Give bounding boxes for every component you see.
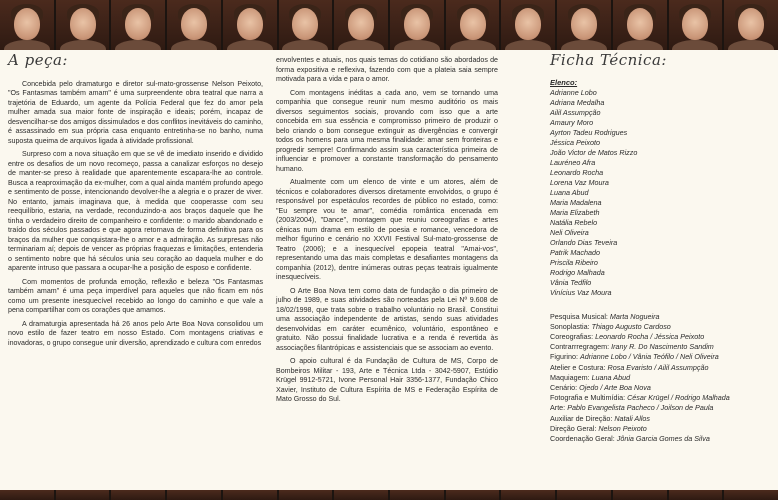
paragraph: Com montagens inéditas a cada ano, vem se tornando uma companhia que consegue reunir num mesmo auditório os mais diversos seguimentos sociais, provando com isso que a arte concebida em sua essência e compromisso primeiro de produzir o belo criando o bom consegue extinguir as divergências e convergir todos os homens para uma mesma finalidade: amar sem fronteiras e progredir sempre! Confirmando assim sua característica primeira de influenciar e promover a constante transformação do pensamento humano. (276, 88, 498, 173)
cast-portrait (334, 490, 388, 500)
credit-person: Pablo Evangelista Pacheco / Joilson de Paula (567, 403, 714, 413)
cast-member: Ayrton Tadeu Rodrigues (550, 127, 628, 137)
cast-portrait (167, 0, 221, 50)
credit-role: Cenário: (550, 382, 580, 392)
credit-role: Fotografia e Multimídia: (550, 393, 628, 403)
cast-portrait (279, 490, 333, 500)
cast-portrait (390, 0, 444, 50)
cast-portrait (724, 0, 778, 50)
about-play-column (8, 51, 263, 352)
credit-person: Thiago Augusto Cardoso (591, 321, 671, 331)
cast-title: Elenco: (550, 77, 578, 87)
cast-list (550, 88, 772, 298)
cast-member: Adriana Medalha (550, 97, 605, 107)
cast-member: Amaury Moro (550, 117, 594, 127)
paragraph: O Arte Boa Nova tem como data de fundação o dia primeiro de julho de 1989, e suas atividades são norteadas pela Lei Nº 9.608 de 18/02/1998, que trata sobre o trabalho voluntário no Brasil. Constitui uma associação independente de artistas, sendo suas atividades desenvolvidas em caráter ecumênico, voluntário, espontâneo e gratuito. Não possui finalidade lucrativa e a renda é revertida às associações filantrópicas e assistenciais que se associam ao evento. (276, 286, 498, 352)
cast-portrait (446, 0, 500, 50)
cast-member: Maria Madalena (550, 197, 602, 207)
cast-member: Jéssica Peixoto (550, 137, 600, 147)
credit-line (550, 342, 772, 352)
company-history-column (276, 56, 498, 409)
cast-portrait (0, 490, 54, 500)
cast-portrait (724, 490, 778, 500)
credit-person: Rosa Evaristo / Ailil Assumpção (607, 362, 709, 372)
cast-portrait (56, 490, 110, 500)
credit-line (550, 373, 772, 383)
credit-role: Coreografias: (550, 331, 596, 341)
cast-member: Natália Rebelo (550, 217, 598, 227)
credit-role: Sonoplastia: (550, 321, 592, 331)
credit-person: Adrianne Lobo / Vânia Teófilo / Neli Oliveira (579, 352, 719, 362)
credit-line (550, 403, 772, 413)
credit-person: Leonardo Rocha / Jéssica Peixoto (595, 331, 705, 341)
cast-member: Vinícius Vaz Moura (550, 287, 612, 297)
credit-line (550, 312, 772, 322)
technical-sheet-heading: Ficha Técnica: (550, 51, 667, 69)
credit-line (550, 424, 772, 434)
cast-member: Adrianne Lobo (550, 87, 597, 97)
credit-role: Auxiliar de Direção: (550, 413, 615, 423)
credit-person: Marta Nogueira (609, 311, 660, 321)
credit-line (550, 352, 772, 362)
credits-list (550, 312, 772, 445)
credit-person: Ojedo / Arte Boa Nova (579, 382, 651, 392)
credit-person: Luana Abud (591, 372, 631, 382)
cast-member: Vânia Tedfilo (550, 277, 592, 287)
cast-portrait (56, 0, 110, 50)
cast-portrait (390, 490, 444, 500)
credit-role: Coordenação Geral: (550, 433, 617, 443)
cast-portrait (111, 490, 165, 500)
credit-role: Contrarrregragem: (550, 342, 612, 352)
paragraph: Concebida pelo dramaturgo e diretor sul-mato-grossense Nelson Peixoto, "Os Fantasmas também amam" é uma surpreendente obra teatral que narra a trajetória de Eduardo, um agente da Polícia Federal que fez do amor pela mulher amada sua maior fonte de inspiração e ideais; porém, incapaz de desvencilhar-se dos amigos dissimulados e dos conflitos inevitáveis do caminho, é assassinado em sua própria casa enquanto entretinha-se no banho, numa suposta queima de arquivos ligada à atividade profissional. (8, 79, 263, 145)
cast-portrait (501, 0, 555, 50)
credit-role: Atelier e Costura: (550, 362, 608, 372)
cast-portrait (0, 0, 54, 50)
cast-portrait (669, 0, 723, 50)
cast-portrait (446, 490, 500, 500)
credit-person: Nelson Peixoto (598, 423, 647, 433)
cast-member: Luana Abud (550, 187, 589, 197)
cast-member: Priscila Ribeiro (550, 257, 598, 267)
cast-member: Maria Elizabeth (550, 207, 600, 217)
paragraph: envolventes e atuais, nos quais temas do cotidiano são abordados de forma expositiva e reflexiva, fazendo com que a plateia saia sempre motivada para a vida e para o amor. (276, 56, 498, 83)
credit-line (550, 363, 772, 373)
credit-line (550, 332, 772, 342)
technical-sheet-column (550, 51, 772, 444)
cast-member: Lorena Vaz Moura (550, 177, 609, 187)
credit-person: Natali Allos (614, 413, 651, 423)
credit-line (550, 393, 772, 403)
cast-portrait (613, 490, 667, 500)
credit-line (550, 322, 772, 332)
cast-portrait (669, 490, 723, 500)
cast-member: João Victor de Matos Rizzo (550, 147, 638, 157)
paragraph: Atualmente com um elenco de vinte e um atores, além de técnicos e colaboradores diversos diretamente envolvidos, o grupo é responsável por espetáculos recordes de público no estado, como: "Eu sempre vou te amar", comédia romântica encenada em (2003/2004), "Dance", montagem que reuniu coreografias e artes cênicas num drama em estilo de poesia e romance, vencedora de melhor figurino e cenário no XXVII Festival Sul-mato-grossense de Teatro (2006); e a inesquecível epopeia teatral "Amai-vos", representando uma das mais completas e desafiantes montagens da companhia (2012), dentre inúmeras outras peças teatrais igualmente inesquecíveis. (276, 178, 498, 281)
cast-member: Leonardo Rocha (550, 167, 604, 177)
credit-role: Maquiagem: (550, 372, 592, 382)
cast-portrait (223, 0, 277, 50)
credit-line (550, 434, 772, 444)
cast-portrait (501, 490, 555, 500)
about-play-heading: A peça: (8, 51, 68, 69)
cast-member: Orlando Dias Teveira (550, 237, 618, 247)
cast-member: Rodrigo Malhada (550, 267, 605, 277)
credit-person: César Krügel / Rodrigo Malhada (627, 393, 730, 403)
credit-role: Pesquisa Musical: (550, 311, 610, 321)
credit-role: Direção Geral: (550, 423, 599, 433)
cast-photo-strip-bottom (0, 490, 778, 500)
cast-member: Neli Oliveira (550, 227, 589, 237)
cast-photo-strip-top (0, 0, 778, 50)
credit-role: Figurino: (550, 352, 580, 362)
cast-member: Lauréneo Afra (550, 157, 596, 167)
cast-portrait (613, 0, 667, 50)
paragraph: Surpreso com a nova situação em que se vê de imediato inserido e dividido entre os desafios de um novo recomeço, passa a canalizar esforços no desejo de manter-se preso à realidade que aparentemente escapara-lhe ao controle. Busca a reaproximação da ex-mulher, com a qual ainda mantém profundo apego e sentimento de posse, intencionando devolver-lhe a alegria e o prazer de viver. No entanto, jamais imaginava que, à medida que cooperasse com seu reequilíbrio, estaria, na verdade, reconduzindo-a aos braços daquele que lhe tinha o verdadeiro direito de companheiro e confidente: o marido abandonado e traído dos séculos passados e que agora retornava de forma definitiva para os braços da mulher que conquistara-lhe o amor e a admiração. As surpresas não terminariam aí; depois de vencer as próprias fraquezas e limitações, entenderia o sentimento nobre que há séculos unia seu coração ao daquela mulher e do aparente intruso que passara a ocupar-lhe a posição de esposo e confidente. (8, 150, 263, 272)
paragraph: A dramaturgia apresentada há 26 anos pelo Arte Boa Nova consolidou um novo estilo de fazer teatro em nosso Estado. Com montagens criativas e inovadoras, o grupo consegue unir diversão, aprendizado e cultura com enredos (8, 319, 263, 347)
cast-member: Ailil Assumpção (550, 107, 601, 117)
cast-portrait (557, 490, 611, 500)
credit-line (550, 383, 772, 393)
cast-portrait (279, 0, 333, 50)
cast-member: Patrik Machado (550, 247, 600, 257)
cast-portrait (111, 0, 165, 50)
paragraph: O apoio cultural é da Fundação de Cultura de MS, Corpo de Bombeiros Militar - 193, Arte e Técnica Ltda - 3042-5907, Estúdio Krügel 9912-5721, Ivone Personal Hair 3356-1377, Fundação Chico Xavier, Instituto de Cultura Espírita de MS e Federação Espírita de Mato Grosso do Sul. (276, 357, 498, 403)
cast-portrait (167, 490, 221, 500)
paragraph: Com momentos de profunda emoção, reflexão e beleza "Os Fantasmas também amam" é uma peça imperdível para aqueles que não ficam em nós como um presente inesquecível recebido ao longo do caminho e que vale a pena compartilhar com os corações que amamos. (8, 277, 263, 314)
cast-portrait (557, 0, 611, 50)
credit-person: Irany R. Do Nascimento Sandim (611, 342, 714, 352)
credit-line (550, 414, 772, 424)
cast-portrait (223, 490, 277, 500)
cast-portrait (334, 0, 388, 50)
credit-role: Arte: (550, 403, 568, 413)
credit-person: Jônia Garcia Gomes da Silva (616, 433, 710, 443)
